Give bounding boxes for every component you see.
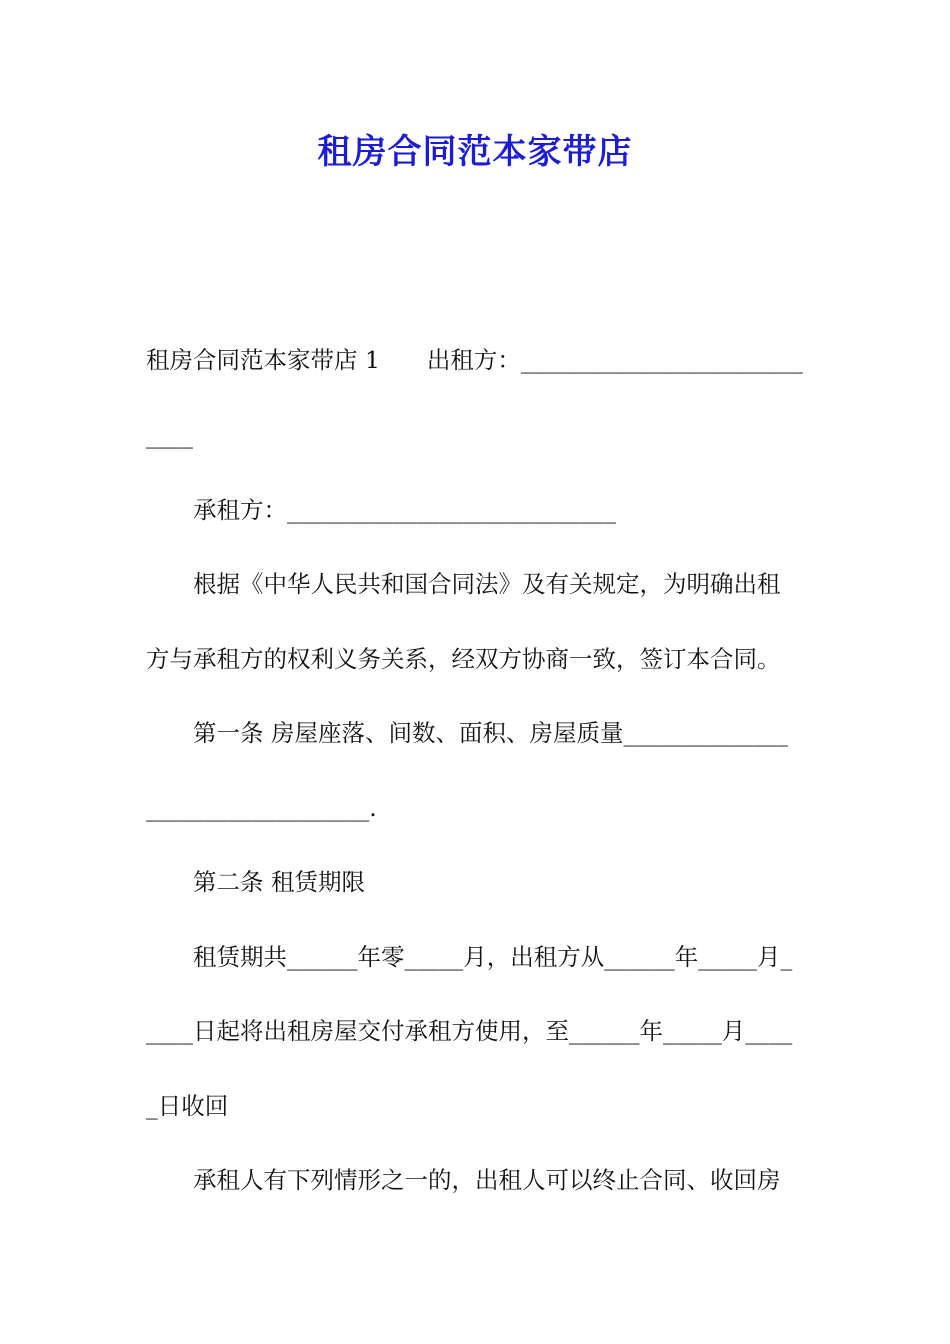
paragraph-line-10: ____日起将出租房屋交付承租方使用，至______年_____月____: [146, 1017, 793, 1045]
document-title: 租房合同范本家带店: [317, 132, 633, 172]
paragraph-line-5: 方与承租方的权利义务关系，经双方协商一致，签订本合同。: [146, 645, 781, 673]
paragraph-line-6: 第一条 房屋座落、间数、面积、房屋质量______________: [193, 719, 788, 747]
paragraph-line-9: 租赁期共______年零_____月，出租方从______年_____月_: [193, 943, 793, 971]
paragraph-line-4: 根据《中华人民共和国合同法》及有关规定，为明确出租: [193, 570, 781, 598]
paragraph-line-3: 承租方：____________________________: [193, 496, 616, 524]
paragraph-line-1: 租房合同范本家带店 1 出租方：________________________: [146, 346, 803, 374]
paragraph-line-7: ___________________.: [146, 794, 377, 822]
paragraph-line-2: ____: [146, 421, 193, 449]
paragraph-line-8: 第二条 租赁期限: [193, 868, 365, 896]
paragraph-line-11: _日收回: [146, 1092, 229, 1120]
paragraph-line-12: 承租人有下列情形之一的，出租人可以终止合同、收回房: [193, 1166, 781, 1194]
